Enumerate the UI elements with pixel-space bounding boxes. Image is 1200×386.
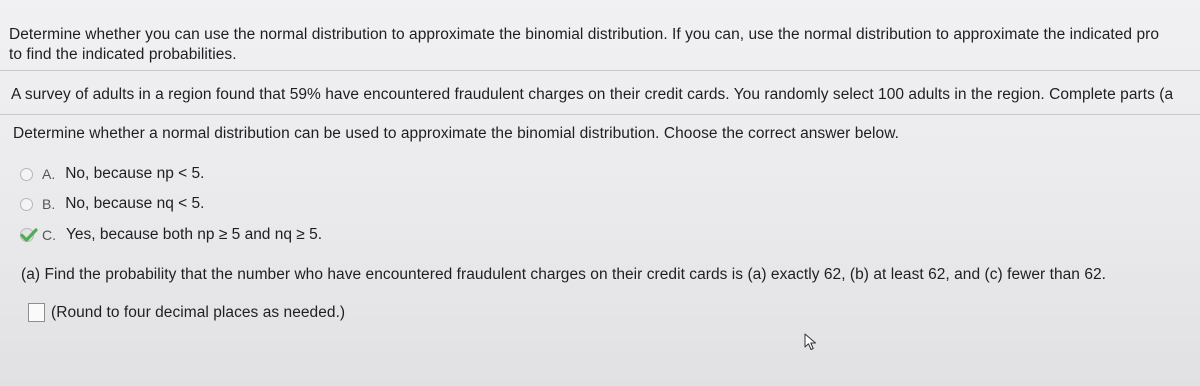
choice-letter: A. xyxy=(42,166,56,182)
mouse-cursor-icon xyxy=(804,333,818,356)
rounding-hint: (Round to four decimal places as needed.) xyxy=(51,304,346,321)
choice-text: No, because np < 5. xyxy=(65,165,205,182)
radio-button[interactable] xyxy=(20,198,33,211)
checkmark-icon xyxy=(18,227,40,243)
choice-letter: B. xyxy=(42,196,56,212)
answer-input[interactable] xyxy=(28,303,45,322)
choice-c[interactable] xyxy=(20,224,322,246)
intro-line-1: Determine whether you can use the normal distribution to approximate the binomial distribution. If you can, use the normal distribution to approximate the indicated pro xyxy=(9,26,1159,43)
choice-text: Yes, because both np ≥ 5 and nq ≥ 5. xyxy=(66,226,323,243)
choice-text: No, because nq < 5. xyxy=(65,195,205,212)
divider xyxy=(0,114,1200,115)
choice-a[interactable] xyxy=(20,163,204,185)
intro-line-2: to find the indicated probabilities. xyxy=(9,46,237,63)
divider xyxy=(0,70,1200,71)
choice-b[interactable] xyxy=(20,193,204,215)
radio-button[interactable] xyxy=(20,168,33,181)
part-a-prompt: (a) Find the probability that the number who have encountered fraudulent charges on their credit cards is (a) exactly 62, (b) at least 62, and (c) fewer than 62. xyxy=(21,266,1107,283)
scenario-text: A survey of adults in a region found that 59% have encountered fraudulent charges on their credit cards. You randomly select 100 adults in the region. Complete parts (a xyxy=(11,86,1174,103)
question-text: Determine whether a normal distribution can be used to approximate the binomial distribution. Choose the correct answer below. xyxy=(13,125,899,142)
choice-letter: C. xyxy=(42,227,56,243)
